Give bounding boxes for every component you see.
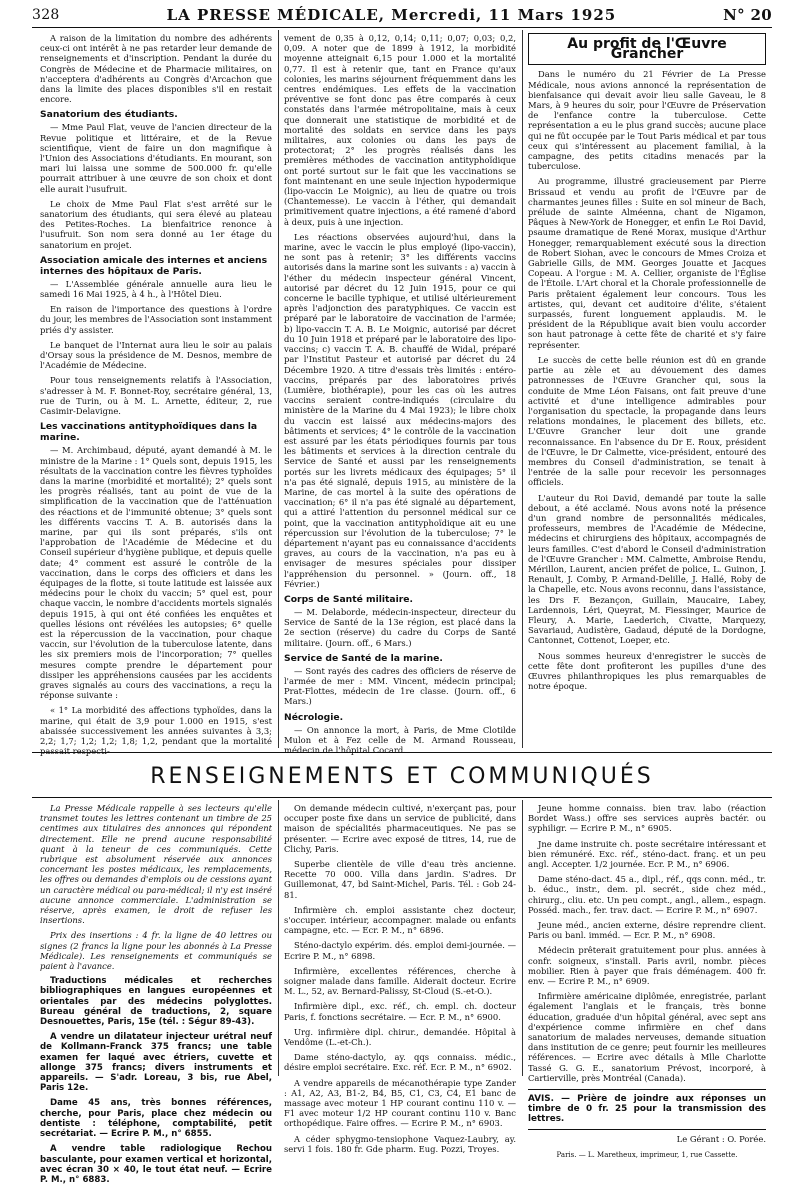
classified-ad: Infirmière américaine diplômée, enregistrée, parlant également l'anglais et le français, très bonne éducation, graduée d'un hôpital général, avec sept ans d'expérience comme infirmière en chef dans sanatorium de malades nerveuses, demande situation dans institution de ce genre; peut fournir les meilleures références. — Ecrire avec détails à Mlle Charlotte Tassé G. G. E., sanatorium Prévost, incorporé, à Cartierville, près Montréal (Canada). (528, 991, 766, 1083)
classified-ad: Superbe clientèle de ville d'eau très ancienne. Recette 70 000. Villa dans jardin. S'adres. Dr Guillemonat, 47, bd Saint-Michel, Paris. Tél. : Gob 24-81. (284, 859, 516, 900)
printer-line: Paris. — L. Maretheux, imprimeur, 1, rue Cassette. (556, 1150, 738, 1159)
classified-ad: Traductions médicales et recherches bibliographiques en langues européennes et orientales par des médecins polyglottes. Bureau général de traductions, 2, square Desnouettes, Paris, 15e (tél. : Ségur 89-43). (40, 976, 272, 1028)
section-heading: Sanatorium des étudiants. (40, 109, 178, 121)
column-divider (278, 800, 279, 1076)
section-rule (32, 752, 772, 753)
section-banner: RENSEIGNEMENTS ET COMMUNIQUÉS (150, 764, 654, 789)
column-divider (522, 800, 523, 1076)
paragraph: L'auteur du Roi David, demandé par toute la salle debout, a été acclamé. Nous avons noté la présence d'un grand nombre de personnalités médicales, professeurs, membres de l'Académie de Médecine, médecins et chirurgiens des hôpitaux, accompagnés de leurs familles. C'est d'abord le Conseil d'administration de l'Œuvre Grancher : MM. Calmette, Ambroise Rendu, Mérillon, Laurent, ancien préfet de police, L. Guinon, J. Renault, J. Comby, P. Armand-Delille, J. Hallé, Roby de la Chapelle, etc. Nous avons reconnu, dans l'assistance, les Drs F. Bezançon, Guillain, Maucaire, Labey, Lardennois, Léri, Queyrat, M. Fiessinger, Maurice de Fleury, A. Marie, Laederich, Civatte, Marquezy, Savariaud, Audistère, Gadaud, député de la Dordogne, Cantonnet, Cottenot, Loeper, etc. (528, 492, 766, 646)
classified-ad: A vendre appareils de mécanothérapie type Zander : A1, A2, A3, B1-2, B4, B5, C1, C3, C4, E1 banc de massage avec moteur 1 HP courant continu 110 v. — F1 avec moteur 1/2 HP courant continu 110 v. Banc orthopédique. Faire offres. — Ecrire P. M., n° 6903. (284, 1077, 516, 1129)
banner-rule (32, 797, 772, 798)
column-divider (522, 30, 523, 748)
paragraph: — Sont rayés des cadres des officiers de réserve de l'armée de mer : MM. Vincent, médecin principal; Prat-Flottes, médecin de 1re classe. (Journ. off., 6 Mars.) (284, 665, 516, 707)
page-number: 328 (32, 7, 60, 23)
classified-ad: Médecin prêterait gratuitement pour plus. années à confr. soigneux, s'install. Paris avril, nombr. pièces mobilier. Rien à payer que frais déménagem. 400 fr. env. — Ecrire P. M., n° 6909. (528, 945, 766, 987)
paragraph: Dans le numéro du 21 Février de La Presse Médicale, nous avions annoncé la représentation de bienfaisance qui devait avoir lieu salle Gaveau, le 8 Mars, à 9 heures du soir, pour l'Œuvre de Préservation de l'enfance contre la tuberculose. Cette représentation a eu le plus grand succès; aucune place qui ne fût occupée par le Tout Paris médical et par tous ceux qui s'intéressent au placement familial, à la campagne, des petits citadins menacés par la tuberculose. (528, 69, 766, 172)
section-heading: Corps de Santé militaire. (284, 593, 414, 605)
classified-ad: Jeune méd., ancien externe, désire reprendre client. Paris ou banl. imméd. — Ecr. P. M., n° 6908. (528, 920, 766, 941)
column-divider (278, 30, 279, 748)
paragraph: Les réactions observées aujourd'hui, dans la marine, avec le vaccin le plus employé (lipo-vaccin), ne sont pas à retenir; 3° les différents vaccins autorisés dans la marine sont les suivants : a) vaccin à l'éther du médecin inspecteur général Vincent, autorisé par décret du 12 Juin 1915, pour ce qui concerne le bacille typhique, et utilisé ultérieurement après l'adjonction des paratyphiques. Ce vaccin est préparé par le laboratoire de vaccination de l'armée; b) lipo-vaccin T. A. B. Le Moignic, autorisé par décret du 10 Juin 1918 et préparé par le laboratoire des lipo-vaccins; c) vaccin T. A. B. chauffé de Widal, préparé par l'Institut Pasteur et autorisé par décret du 24 Décembre 1920. A titre d'essais très limités : entéro-vaccins, préparés par des laboratoires privés (Lumière, biothérapie), pour les cas où les autres vaccins seraient contre-indiqués (circulaire du ministère de la Marine du 4 Mai 1923); le libre choix du vaccin est laissé aux médecins-majors des bâtiments et services; 4° le contrôle de la vaccination est assuré par les états périodiques fournis par tous les bâtiments et services à la direction centrale du Service de Santé et aussi par les renseignements portés sur les livrets médicaux des équipages; 5° il n'a pas été signalé, depuis 1915, au ministère de la Marine, de cas mortel à la suite des opérations de vaccination; 6° il n'a pas été signalé au département, qui a attiré l'attention du personnel médical sur ce point, que la vaccination antityphoïdique ait eu une répercussion sur l'évolution de la tuberculose; 7° le département n'ayant pas eu connaissance d'accidents graves, au cours de la vaccination, n'a pas eu à envisager de mesures spéciales pour dissiper l'appréhension du personnel. » (Journ. off., 18 Février.) (284, 231, 516, 589)
paragraph: — M. Archimbaud, député, ayant demandé à M. le ministre de la Marine : 1° Quels sont, depuis 1915, les résultats de la vaccination contre les fièvres typhoïdes dans la marine (morbidité et mortalité); 2° quels sont les progrès réalisés, tant au point de vue de la simplification de la vaccination que de l'atténuation des réactions et de l'immunité obtenue; 3° quels sont les différents vaccins T. A. B. autorisés dans la marine, par qui ils sont préparés, s'ils ont l'approbation de l'Académie de Médecine et du Conseil supérieur d'hygiène publique, et depuis quelle date; 4° comment est assuré le contrôle de la vaccination, dans le corps des officiers et dans les équipages de la flotte, si toute latitude est laissée aux médecins pour le choix du vaccin; 5° quel est, pour chaque vaccin, le nombre d'accidents mortels signalés depuis 1915, à qui ont été confiées les enquêtes et quelles lésions ont révélées les autopsies; 6° quelle est la répercussion de la vaccination, pour chaque vaccin, sur l'évolution de la tuberculose latente, dans les six premiers mois de l'incorporation; 7° quelles mesures compte prendre le département pour dissiper les appréhensions causées par les accidents graves signalés au cours des vaccinations, a reçu la réponse suivante : (40, 445, 272, 701)
classified-ad: Infirmière ch. emploi assistante chez docteur, s'occuper. intérieur, accompagner. malade ou enfants campagne, etc. — Ecr. P. M., n° 6896. (284, 904, 516, 936)
paragraph: Le banquet de l'Internat aura lieu le soir au palais d'Orsay sous la présidence de M. Desnos, membre de l'Académie de Médecine. (40, 339, 272, 371)
paragraph: — On annonce la mort, à Paris, de Mme Clotilde Mulon et à Fez celle de M. Armand Rousseau, médecin de l'hôpital Cocard. (284, 724, 516, 755)
classified-ad: Dame sténo-dactylo, ay. qqs connaiss. médic., désire emploi secrétaire. Exc. réf. Ecr. P. M., n° 6902. (284, 1052, 516, 1073)
classified-ad: On demande médecin cultivé, n'exerçant pas, pour occuper poste fixe dans un service de publicité, dans maison de spécialités pharmaceutiques. Ne pas se présenter. — Ecrire avec exposé de titres, 14, rue de Clichy, Paris. (284, 803, 516, 854)
section-heading: Nécrologie. (284, 711, 344, 723)
classified-ad: A vendre un dilatateur injecteur urétral neuf de Kollmann-Franck 375 francs; une table examen fer laqué avec étriers, cuvette et allonge 375 francs; divers instruments et appareils. — S'adr. Loreau, 3 bis, rue Abel, Paris 12e. (40, 1032, 272, 1094)
page-header (32, 4, 772, 26)
classified-ad: Sténo-dactylo expérim. dés. emploi demi-journée. — Ecrire P. M., n° 6898. (284, 940, 516, 961)
issue-number: N° 20 (723, 6, 772, 24)
classified-ad: Dame sténo-dact. 45 a., dipl., réf., qqs conn. méd., tr. b. éduc., instr., dem. pl. secrét., side chez méd., chirurg., cliu. etc. Un peu compt., angl., allem., espagn. Posséd. mach., fer. trav. dact. — Ecrire P. M., n° 6907. (528, 874, 766, 915)
section-heading: Association amicale des internes et anciens internes des hôpitaux de Paris. (40, 254, 268, 277)
section-heading: Les vaccinations antityphoïdiques dans la marine. (40, 421, 258, 444)
paragraph: Nous sommes heureux d'enregistrer le succès de cette fête dont profiteront les pupilles d'une des Œuvres philanthropiques les plus remarquables de notre époque. (528, 650, 766, 692)
classified-ad: Urg. infirmière dipl. chirur., demandée. Hôpital à Vendôme (L.-et-Ch.). (284, 1026, 516, 1048)
column-3 (528, 33, 766, 748)
gerant-line: Le Gérant : O. Porée. (676, 1133, 766, 1144)
section-heading: Service de Santé de la marine. (284, 652, 443, 664)
ads-column-3 (528, 803, 766, 1159)
paragraph: vement de 0,35 à 0,12, 0,14; 0,11; 0,07; 0,03; 0,2, 0,09. A noter que de 1899 à 1912, la morbidité moyenne atteignait 6,15 pour 1.000 et la mortalité 0,77. Il est à retenir que, tant en France qu'aux colonies, les marins séjournent fréquemment dans les centres endémiques. Les effets de la vaccination préventive se font donc pas être comparés à ceux constatés dans l'armée métropolitaine, mais à ceux que donnerait une statistique de morbidité et de mortalité des soldats en service dans les pays militaires, aux colonies ou dans les pays de protectorat; 2° les progrès réalisés dans les premières méthodes de vaccination antityphoïdique ont porté surtout sur le fait que les vaccinations se font maintenant en une seule injection hypodermique (lipo-vaccin Le Moignic), au lieu de quatre ou trois (Chantemesse). Le vaccin à l'éther, qui demandait primitivement quatre injections, a été ramené d'abord à deux, puis à une injection. (284, 33, 516, 227)
boxed-title: Au profit de l'Œuvre Grancher (528, 33, 766, 65)
column-2 (284, 33, 516, 755)
paragraph: En raison de l'importance des questions à l'ordre du jour, les membres de l'Association sont instamment priés d'y assister. (40, 304, 272, 335)
notice: La Presse Médicale rappelle à ses lecteurs qu'elle transmet toutes les lettres contenant un timbre de 25 centimes aux titulaires des annonces qui répondent directement. Elle ne prend aucune responsabilité quant à la teneur de ces communiqués. Cette rubrique est absolument réservée aux annonces concernant les postes médicaux, les remplacements, les offres ou demandes d'emplois ou de cessions ayant un caractère médical ou para-médical; il n'y est inséré aucune annonce commerciale. L'administration se réserve, après examen, le droit de refuser les insertions. (40, 803, 272, 926)
classified-ad: Infirmière dipl., exc. réf., ch. empl. ch. docteur Paris, f. fonctions secrétaire. — Ecr. P. M., n° 6900. (284, 1001, 516, 1022)
prices: Prix des insertions : 4 fr. la ligne de 40 lettres ou signes (2 francs la ligne pour les abonnés à La Presse Médicale). Les renseignements et communiqués se paient à l'avance. (40, 930, 272, 972)
paragraph: Pour tous renseignements relatifs à l'Association, s'adresser à M. F. Bonnet-Roy, secrétaire général, 13, rue de Turin, ou à M. L. Arnette, éditeur, 2, rue Casimir-Delavigne. (40, 375, 272, 417)
classified-ad: Infirmière, excellentes références, cherche à soigner malade dans famille. Aiderait docteur. Ecrire M. L., 52, av. Bernard-Palissy, St-Cloud (S.-et-O.). (284, 965, 516, 997)
journal-title: LA PRESSE MÉDICALE, Mercredi, 11 Mars 1925 (166, 6, 617, 24)
paragraph: Le choix de Mme Paul Flat s'est arrêté sur le sanatorium des étudiants, qui sera élevé au plateau des Petites-Roches. La bienfaitrice renonce à l'usufruit. Son nom sera donné au 1er étage du sanatorium en projet. (40, 198, 272, 250)
classified-ad: Dame 45 ans, très bonnes références, cherche, pour Paris, place chez médecin ou dentiste : téléphone, comptabilité, petit secrétariat. — Ecrire P. M., n° 6855. (40, 1098, 272, 1140)
paragraph: — M. Delaborde, médecin-inspecteur, directeur du Service de Santé de la 13e région, est placé dans la 2e section (réserve) du cadre du Corps de Santé militaire. (Journ. off., 6 Mars.) (284, 606, 516, 648)
header-rule (32, 27, 772, 28)
paragraph: Au programme, illustré gracieusement par Pierre Brissaud et vendu au profit de l'Œuvre par de charmantes jeunes filles : Suite en sol mineur de Bach, prélude de sainte Alméenna, chant de Nigamon, Pâques à New-York de Honegger, et enfin Le Roi David, psaume dramatique de René Morax, musique d'Arthur Honegger, remarquablement exécuté sous la direction de Robert Siohan, avec le concours de Mmes Croiza et Gabrielle Gills, de MM. Georges Jouatte et Jacques Copeau. A l'orgue : M. A. Cellier, organiste de l'Église de l'Étoile. L'Art choral et la Chorale professionnelle de Paris prêtaient également leur concours. Tous les artistes, qui, devant cet auditoire d'élite, s'étaient surpassés, furent longuement applaudis. M. le président de la République avait bien voulu accorder son haut patronage à cette fête de charité et s'y faire représenter. (528, 176, 766, 350)
avis-notice: AVIS. — Prière de joindre aux réponses un timbre de 0 fr. 25 pour la transmission des lettres. (528, 1089, 766, 1130)
classified-ad: A céder sphygmo-tensiophone Vaquez-Laubry, ay. servi 1 fois. 180 fr. Gde pharm. Eug. Pozzi, Troyes. (284, 1133, 516, 1154)
ads-column-1 (40, 803, 272, 1185)
paragraph: Le succès de cette belle réunion est dû en grande partie au zèle et au dévouement des dames patronnesses de l'Œuvre Grancher qui, sous la conduite de Mme Léon Faisans, ont fait preuve d'une activité et d'une intelligence admirables pour l'organisation du spectacle, la propagande dans leurs relations mondaines, le placement des billets, etc. L'Œuvre Grancher leur doit une grande reconnaissance. En l'absence du Dr E. Roux, président de l'Œuvre, le Dr Calmette, vice-président, entouré des membres du Conseil d'administration, se tenait à l'entrée de la salle pour recevoir les personnages officiels. (528, 354, 766, 488)
paragraph: A raison de la limitation du nombre des adhérents ceux-ci ont intérêt à ne pas retarder leur demande de renseignements et d'inscription. Pendant la durée du Congrès de Médecine et de Pharmacie militaires, on n'acceptera d'adhérents au Congrès d'Arcachon que dans la limite des places disponibles s'il en restait encore. (40, 33, 272, 105)
classified-ad: A vendre table radiologique Rechou basculante, pour examen vertical et horizontal, avec écran 30 × 40, le tout état neuf. — Ecrire P. M., n° 6883. (40, 1144, 272, 1185)
column-1 (40, 33, 272, 757)
ads-column-2 (284, 803, 516, 1154)
paragraph: — Mme Paul Flat, veuve de l'ancien directeur de la Revue politique et littéraire, et de la Revue scientifique, vient de faire un don magnifique à l'Union des Associations d'étudiants. En mourant, son mari lui laissa une somme de 500.000 fr. qu'elle pourrait attribuer à une œuvre de son choix et dont elle aurait l'usufruit. (40, 122, 272, 194)
paragraph: — L'Assemblée générale annuelle aura lieu le samedi 16 Mai 1925, à 4 h., à l'Hôtel Dieu. (40, 278, 272, 300)
paragraph: « 1° La morbidité des affections typhoïdes, dans la marine, qui était de 3,9 pour 1.000 en 1915, s'est abaissée successivement les années suivantes à 3,3; 2,2; 1,7; 1,2; 1,2; 1,8; 1,2, pendant que la mortalité passait respecti- (40, 705, 272, 757)
classified-ad: Jne dame instruite ch. poste secrétaire intéressant et bien rémunéré. Exc. réf., sténo-dact. franç. et un peu angl. Accepter. 1/2 journée. Ecr. P. M., n° 6906. (528, 838, 766, 870)
classified-ad: Jeune homme connaiss. bien trav. labo (réaction Bordet Wass.) offre ses services auprès bactér. ou syphiligr. — Ecrire P. M., n° 6905. (528, 803, 766, 834)
